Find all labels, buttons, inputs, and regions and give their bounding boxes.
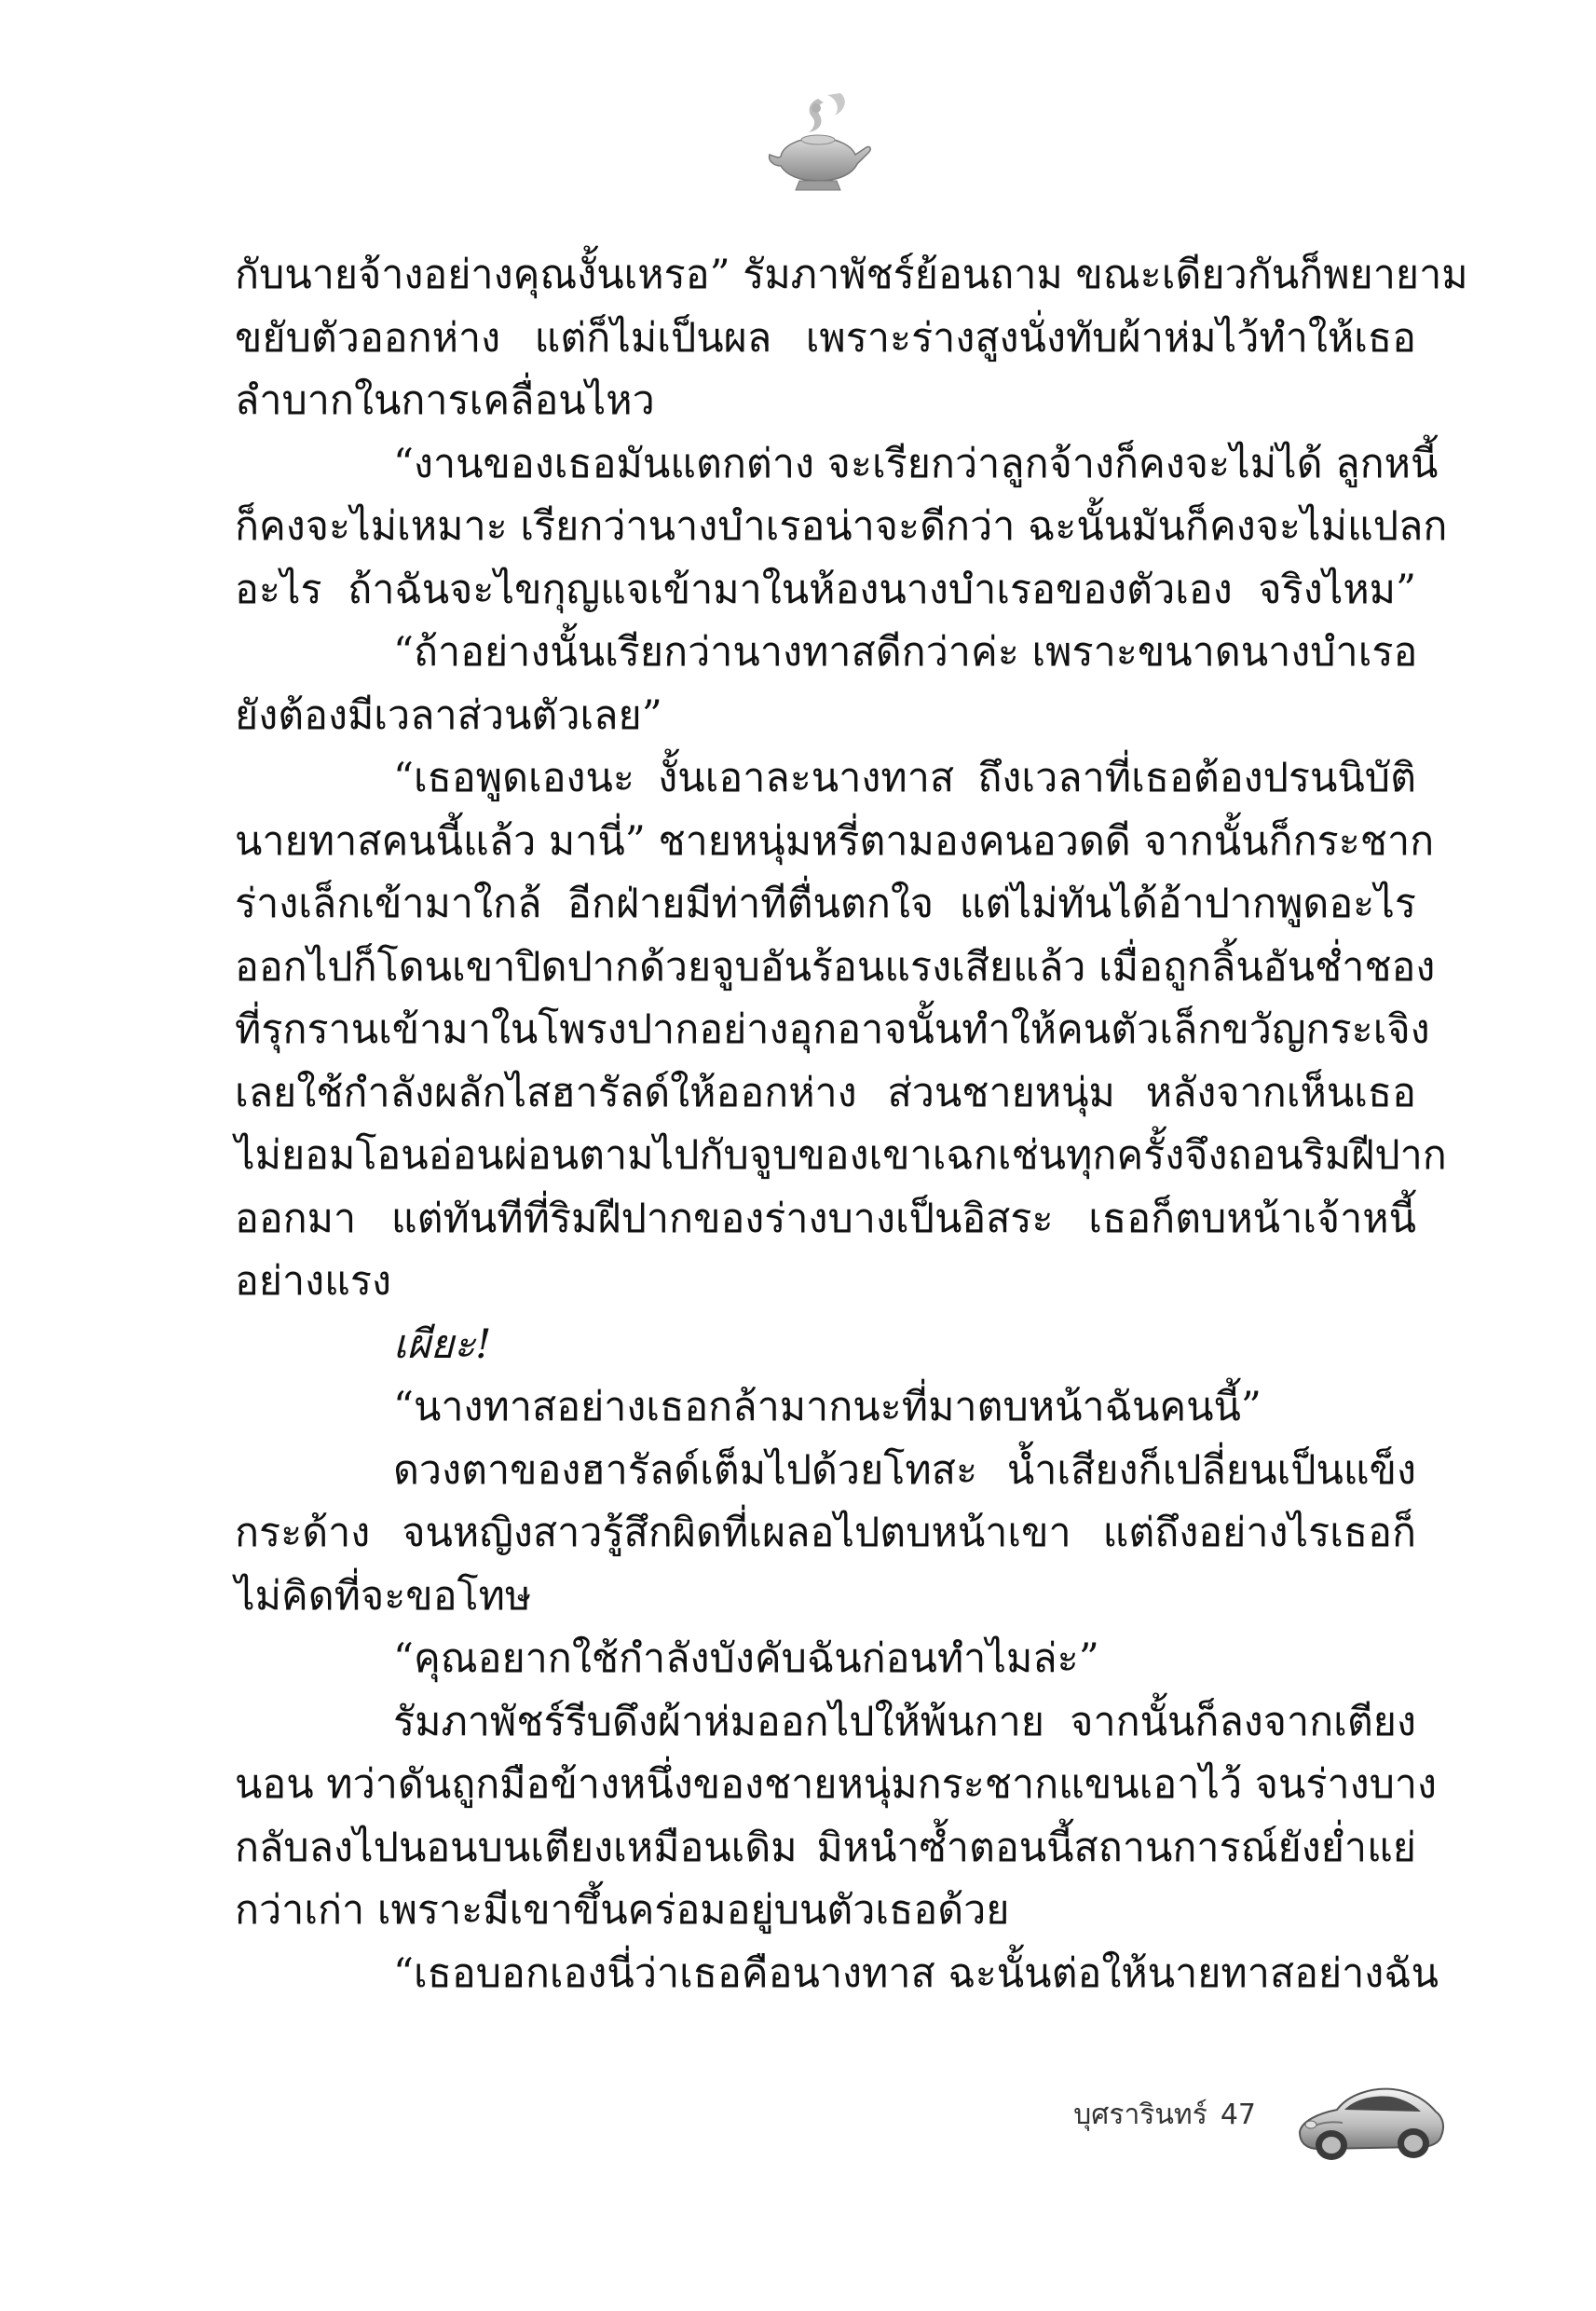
text-line: นายทาสคนนี้แล้ว มานี่” ชายหนุ่มหรี่ตามองคนอวดดี จากนั้นก็กระชาก: [235, 817, 1435, 865]
author-name: บุศรารินทร์: [1073, 2099, 1207, 2131]
magic-lamp-icon: [762, 91, 874, 196]
text-line: ที่รุกรานเข้ามาในโพรงปากอย่างอุกอาจนั้นทำให้คนตัวเล็กขวัญกระเจิง: [235, 1006, 1430, 1053]
sports-car-icon: [1290, 2067, 1449, 2169]
text-line: ดวงตาของฮารัลด์เต็มไปด้วยโทสะ น้ำเสียงก็เปลี่ยนเป็นแข็ง: [393, 1446, 1416, 1494]
text-line: เลยใช้กำลังผลักไสฮารัลด์ให้ออกห่าง ส่วนชายหนุ่ม หลังจากเห็นเธอ: [235, 1069, 1416, 1116]
text-line: “ถ้าอย่างนั้นเรียกว่านางทาสดีกว่าค่ะ เพราะขนาดนางบำเรอ: [393, 629, 1418, 676]
text-line: “เธอพูดเองนะ งั้นเอาละนางทาส ถึงเวลาที่เธอต้องปรนนิบัติ: [393, 755, 1416, 801]
text-line: อย่างแรง: [235, 1258, 391, 1305]
page-footer: [1032, 2093, 1256, 2141]
text-line: เผียะ!: [393, 1320, 492, 1368]
text-line: ออกมา แต่ทันทีที่ริมฝีปากของร่างบางเป็นอิสระ เธอก็ตบหน้าเจ้าหนี้: [235, 1195, 1416, 1242]
text-line: รัมภาพัชร์รีบดึงผ้าห่มออกไปให้พ้นกาย จากนั้นก็ลงจากเตียง: [393, 1698, 1416, 1745]
text-line: ก็คงจะไม่เหมาะ เรียกว่านางบำเรอน่าจะดีกว่า ฉะนั้นมันก็คงจะไม่แปลก: [235, 503, 1448, 550]
text-line: ออกไปก็โดนเขาปิดปากด้วยจูบอันร้อนแรงเสียแล้ว เมื่อถูกลิ้นอันช่ำชอง: [235, 943, 1436, 991]
text-line: กับนายจ้างอย่างคุณงั้นเหรอ” รัมภาพัชร์ย้อนถาม ขณะเดียวกันก็พยายาม: [235, 252, 1468, 298]
text-line: กลับลงไปนอนบนเตียงเหมือนเดิม มิหนำซ้ำตอนนี้สถานการณ์ยังย่ำแย่: [235, 1824, 1416, 1871]
text-line: “งานของเธอมันแตกต่าง จะเรียกว่าลูกจ้างก็คงจะไม่ได้ ลูกหนี้: [393, 440, 1439, 487]
text-line: นอน ทว่าดันถูกมือข้างหนึ่งของชายหนุ่มกระชากแขนเอาไว้ จนร่างบาง: [235, 1761, 1438, 1808]
text-line: ไม่คิดที่จะขอโทษ: [235, 1572, 532, 1620]
text-line: ยังต้องมีเวลาส่วนตัวเลย”: [235, 691, 662, 739]
text-line: ขยับตัวออกห่าง แต่ก็ไม่เป็นผล เพราะร่างสูงนั่งทับผ้าห่มไว้ทำให้เธอ: [235, 314, 1416, 362]
text-line: “คุณอยากใช้กำลังบังคับฉันก่อนทำไมล่ะ”: [393, 1635, 1099, 1682]
text-line: ร่างเล็กเข้ามาใกล้ อีกฝ่ายมีท่าทีตื่นตกใจ แต่ไม่ทันได้อ้าปากพูดอะไร: [235, 881, 1416, 927]
text-line: “นางทาสอย่างเธอกล้ามากนะที่มาตบหน้าฉันคนนี้”: [393, 1384, 1262, 1430]
text-line: ไม่ยอมโอนอ่อนผ่อนตามไปกับจูบของเขาเฉกเช่นทุกครั้งจึงถอนริมฝีปาก: [235, 1132, 1447, 1179]
text-line: กระด้าง จนหญิงสาวรู้สึกผิดที่เผลอไปตบหน้าเขา แต่ถึงอย่างไรเธอก็: [235, 1510, 1416, 1556]
body-text: [235, 244, 1468, 2005]
text-line: “เธอบอกเองนี่ว่าเธอคือนางทาส ฉะนั้นต่อให้นายทาสอย่างฉัน: [393, 1949, 1439, 1997]
text-line: อะไร ถ้าฉันจะไขกุญแจเข้ามาในห้องนางบำเรอของตัวเอง จริงไหม”: [235, 566, 1416, 613]
text-line: ลำบากในการเคลื่อนไหว: [235, 377, 655, 424]
page-number: 47: [1220, 2099, 1256, 2131]
text-line: กว่าเก่า เพราะมีเขาขึ้นคร่อมอยู่บนตัวเธอด้วย: [235, 1887, 1010, 1934]
